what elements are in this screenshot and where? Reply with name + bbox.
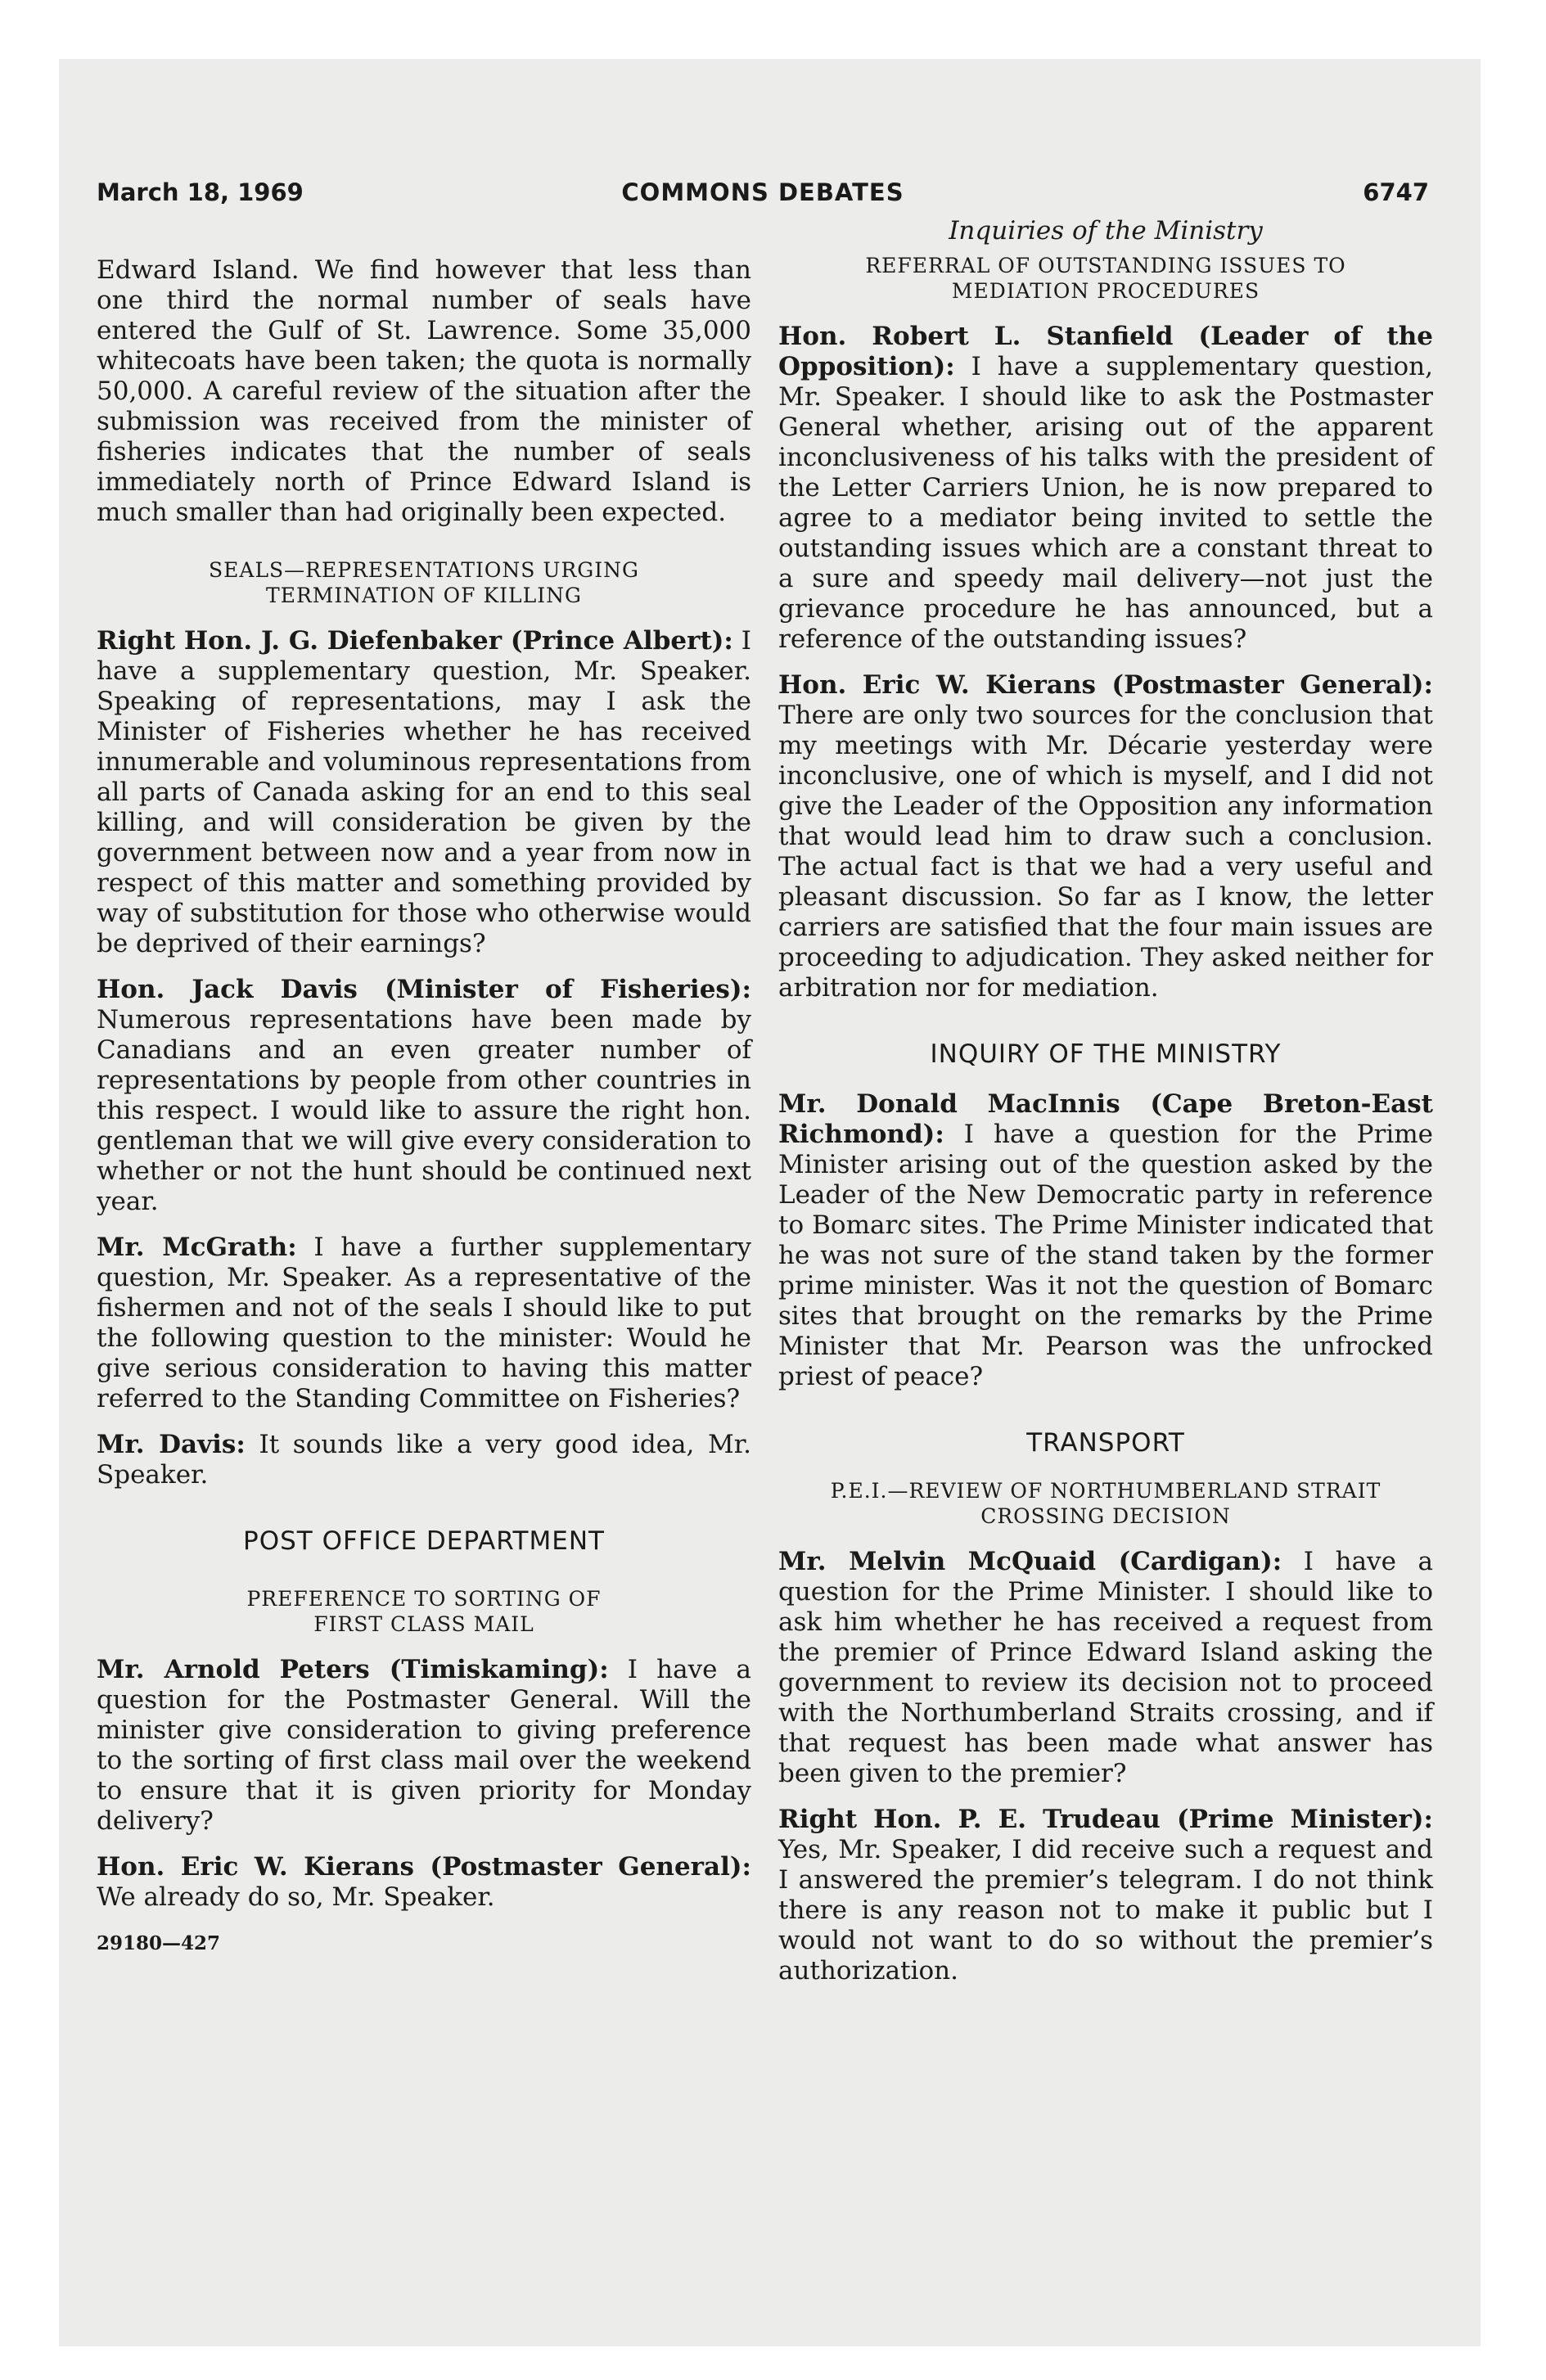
speaker-name: Hon. Eric W. Kierans (Postmaster General): — [778, 670, 1433, 700]
speaker-name: Right Hon. J. G. Diefenbaker (Prince Albert): — [97, 626, 733, 656]
subheading-pei: P.E.I.—REVIEW OF NORTHUMBERLAND STRAIT CROSSING DECISION — [830, 1479, 1381, 1528]
page-header — [97, 178, 1429, 219]
subheading-seals: SEALS—REPRESENTATIONS URGING TERMINATION OF KILLING — [209, 558, 639, 607]
speaker-name: Mr. Arnold Peters (Timiskaming): — [97, 1655, 609, 1684]
footer-code: 29180—427 — [97, 1932, 221, 1954]
speaker-name: Right Hon. P. E. Trudeau (Prime Minister): — [778, 1805, 1433, 1834]
right-column — [778, 216, 1433, 2002]
paragraph: Mr. Arnold Peters (Timiskaming): I have a question for the Postmaster General. Will the minister give consideration to giving preference to the sorting of first class mail over the weekend to ensure that it is given priority for Monday delivery? — [97, 1655, 751, 1836]
section-title-inquiries: Inquiries of the Ministry — [949, 216, 1263, 246]
subheading-sorting: PREFERENCE TO SORTING OF FIRST CLASS MAIL — [246, 1587, 602, 1636]
speaker-name: Mr. Davis: — [97, 1430, 246, 1459]
paragraph: Mr. Melvin McQuaid (Cardigan): I have a question for the Prime Minister. I should like to ask him whether he has received a request from the premier of Prince Edward Island asking the government to review its decision not to proceed with the Northumberland Straits crossing, and if that request has been made what answer has been given to the premier? — [778, 1547, 1433, 1788]
speaker-name: Mr. Donald MacInnis (Cape Breton-East Richmond): — [778, 1089, 1433, 1149]
heading-transport: TRANSPORT — [1026, 1428, 1185, 1458]
left-column — [97, 255, 751, 1959]
paragraph: Mr. Davis: It sounds like a very good idea, Mr. Speaker. — [97, 1430, 751, 1490]
paragraph: Hon. Jack Davis (Minister of Fisheries): Numerous representations have been made by Canadians and an even greater number of representations by people from other countries in this respect. I would like to assure the right hon. gentleman that we will give every consideration to whether or not the hunt should be continued next year. — [97, 975, 751, 1216]
header-date: March 18, 1969 — [97, 178, 304, 206]
paragraph: Hon. Eric W. Kierans (Postmaster General): There are only two sources for the conclusion that my meetings with Mr. Décarie yesterday were inconclusive, one of which is myself, and I did not give the Leader of the Opposition any information that would lead him to draw such a conclusion. The actual fact is that we had a very useful and pleasant discussion. So far as I know, the letter carriers are satisfied that the four main issues are proceeding to adjudication. They asked neither for arbitration nor for mediation. — [778, 670, 1433, 1003]
paragraph: Hon. Robert L. Stanfield (Leader of the Opposition): I have a supplementary question, Mr. Speaker. I should like to ask the Postmaster General whether, arising out of the apparent inconclusiveness of his talks with the president of the Letter Carriers Union, he is now prepared to agree to a mediator being invited to settle the outstanding issues which are a constant threat to a sure and speedy mail delivery—not just the grievance procedure he has announced, but a reference of the outstanding issues? — [778, 322, 1433, 654]
header-title: COMMONS DEBATES — [621, 178, 904, 206]
speaker-name: Mr. Melvin McQuaid (Cardigan): — [778, 1547, 1282, 1576]
speaker-name: Hon. Robert L. Stanfield (Leader of the Opposition): — [778, 322, 1433, 381]
speaker-name: Hon. Eric W. Kierans (Postmaster General): — [97, 1852, 751, 1882]
paragraph: Hon. Eric W. Kierans (Postmaster General): We already do so, Mr. Speaker. — [97, 1852, 751, 1912]
heading-post-office: POST OFFICE DEPARTMENT — [243, 1526, 605, 1556]
speaker-name: Mr. McGrath: — [97, 1233, 297, 1262]
header-page-number: 6747 — [1363, 178, 1429, 206]
paragraph: Right Hon. J. G. Diefenbaker (Prince Albert): I have a supplementary question, Mr. Speaker. Speaking of representations, may I ask the Minister of Fisheries whether he has received innumerable and voluminous representations from all parts of Canada asking for an end to this seal killing, and will consideration be given by the government between now and a year from now in respect of this matter and something provided by way of substitution for those who otherwise would be deprived of their earnings? — [97, 626, 751, 958]
paragraph: Mr. Donald MacInnis (Cape Breton-East Richmond): I have a question for the Prime Minister arising out of the question asked by the Leader of the New Democratic party in reference to Bomarc sites. The Prime Minister indicated that he was not sure of the stand taken by the former prime minister. Was it not the question of Bomarc sites that brought on the remarks by the Prime Minister that Mr. Pearson was the unfrocked priest of peace? — [778, 1089, 1433, 1391]
subheading-referral: REFERRAL OF OUTSTANDING ISSUES TO MEDIATION PROCEDURES — [865, 254, 1346, 303]
paragraph: Right Hon. P. E. Trudeau (Prime Minister): Yes, Mr. Speaker, I did receive such a request and I answered the premier’s telegram. I do not think there is any reason not to make it public but I would not want to do so without the premier’s authorization. — [778, 1805, 1433, 1986]
speaker-name: Hon. Jack Davis (Minister of Fisheries): — [97, 975, 751, 1004]
heading-inquiry: INQUIRY OF THE MINISTRY — [930, 1039, 1282, 1069]
paragraph: Mr. McGrath: I have a further supplementary question, Mr. Speaker. As a representative of the fishermen and not of the seals I should like to put the following question to the minister: Would he give serious consideration to having this matter referred to the Standing Committee on Fisheries? — [97, 1233, 751, 1413]
paragraph: Edward Island. We find however that less than one third the normal number of seals have entered the Gulf of St. Lawrence. Some 35,000 whitecoats have been taken; the quota is normally 50,000. A careful review of the situation after the submission was received from the minister of fisheries indicates that the number of seals immediately north of Prince Edward Island is much smaller than had originally been expected. — [97, 255, 751, 527]
